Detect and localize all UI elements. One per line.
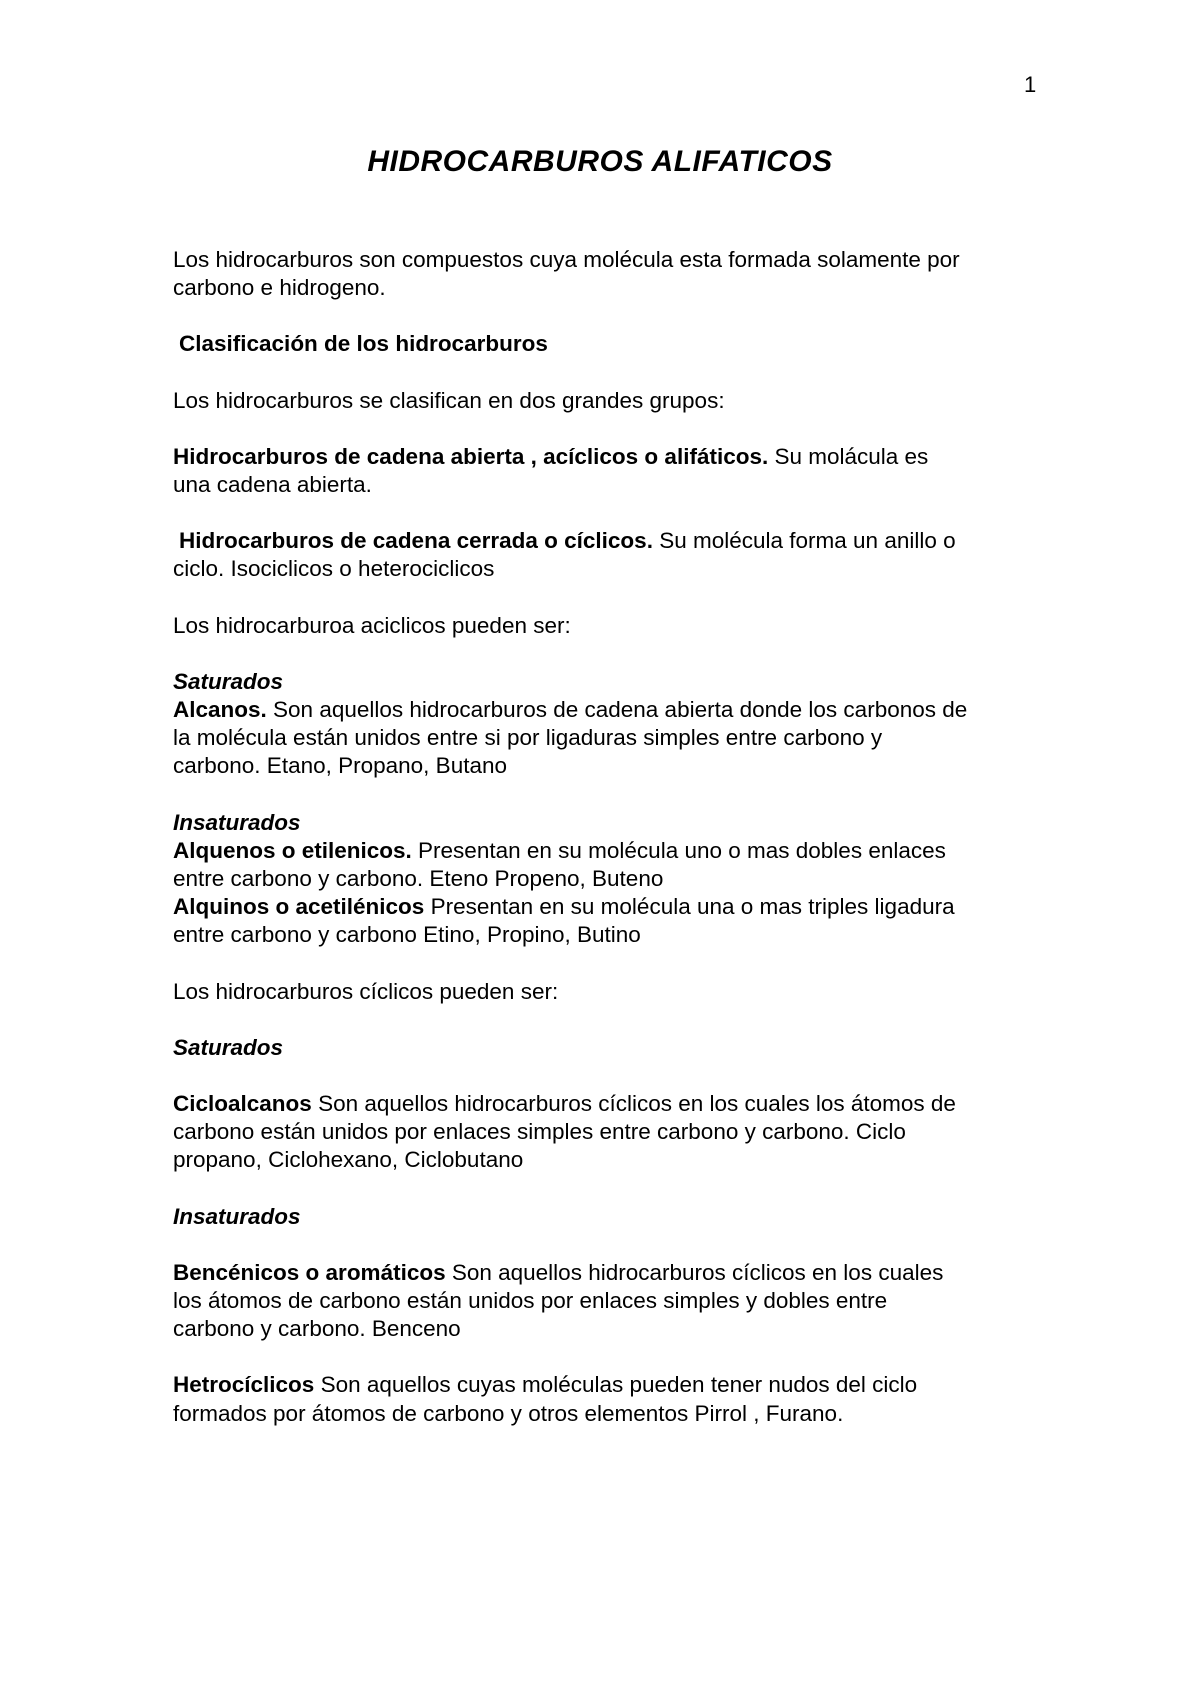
closed-chain-term: Hidrocarburos de cadena cerrada o cíclicos. [179, 528, 653, 554]
alkenes-line-2: entre carbono y carbono. Eteno Propeno, Buteno [173, 866, 664, 892]
alkynes-term: Alquinos o acetilénicos [173, 894, 425, 920]
page-number: 1 [1024, 72, 1037, 97]
page-title: HIDROCARBUROS ALIFATICOS [367, 145, 833, 178]
alkanes-line-1: Son aquellos hidrocarburos de cadena abierta donde los carbonos de [266, 697, 968, 723]
acyclic-intro: Los hidrocarburoa aciclicos pueden ser: [173, 612, 571, 638]
groups-intro: Los hidrocarburos se clasifican en dos grandes grupos: [173, 387, 725, 413]
heterocyclic-line-1: Son aquellos cuyas moléculas pueden tener nudos del ciclo [314, 1372, 918, 1398]
cycloalkanes-line-1: Son aquellos hidrocarburos cíclicos en los cuales los átomos de [311, 1091, 956, 1117]
alkynes-line-2: entre carbono y carbono Etino, Propino, Butino [173, 922, 641, 948]
open-chain-text-1: Su molácula es [768, 443, 929, 469]
aromatic-paragraph [173, 1259, 1043, 1287]
heterocyclic-line-2: formados por átomos de carbono y otros elementos Pirrol , Furano. [173, 1400, 844, 1426]
document-body [173, 246, 1043, 1428]
acyclic-saturated-heading: Saturados [173, 668, 284, 694]
heterocyclic-term: Hetrocíclicos [173, 1372, 315, 1398]
aromatic-line-3: carbono y carbono. Benceno [173, 1316, 461, 1342]
alkanes-paragraph [173, 696, 1043, 724]
closed-chain-text-1: Su molécula forma un anillo o [652, 528, 956, 554]
aromatic-term: Bencénicos o aromáticos [173, 1259, 446, 1285]
classification-heading: Clasificación de los hidrocarburos [179, 331, 548, 357]
open-chain-term: Hidrocarburos de cadena abierta , acíclicos o alifáticos. [173, 443, 769, 469]
cycloalkanes-paragraph [173, 1090, 1043, 1118]
alkynes-line-1: Presentan en su molécula una o mas triples ligadura [424, 894, 955, 920]
closed-chain-text-2: ciclo. Isociclicos o heterociclicos [173, 556, 495, 582]
aromatic-line-1: Son aquellos hidrocarburos cíclicos en los cuales [445, 1259, 944, 1285]
aromatic-line-2: los átomos de carbono están unidos por enlaces simples y dobles entre [173, 1288, 888, 1314]
intro-line-2: carbono e hidrogeno. [173, 275, 386, 301]
cycloalkanes-line-3: propano, Ciclohexano, Ciclobutano [173, 1147, 524, 1173]
closed-chain-paragraph [173, 527, 1043, 555]
cyclic-intro: Los hidrocarburos cíclicos pueden ser: [173, 978, 559, 1004]
cycloalkanes-line-2: carbono están unidos por enlaces simples entre carbono y carbono. Ciclo [173, 1119, 906, 1145]
open-chain-paragraph [173, 443, 1043, 471]
alkenes-paragraph [173, 837, 1043, 865]
alkanes-term: Alcanos. [173, 697, 267, 723]
intro-line-1: Los hidrocarburos son compuestos cuya molécula esta formada solamente por [173, 247, 960, 272]
cyclic-unsaturated-heading: Insaturados [173, 1203, 301, 1229]
cyclic-saturated-heading: Saturados [173, 1034, 284, 1060]
open-chain-text-2: una cadena abierta. [173, 472, 372, 498]
alkenes-term: Alquenos o etilenicos. [173, 837, 412, 863]
alkenes-line-1: Presentan en su molécula uno o mas dobles enlaces [411, 837, 946, 863]
heterocyclic-paragraph [173, 1371, 1043, 1399]
cycloalkanes-term: Cicloalcanos [173, 1091, 312, 1117]
alkynes-paragraph [173, 893, 1043, 921]
alkanes-line-3: carbono. Etano, Propano, Butano [173, 753, 507, 779]
alkanes-line-2: la molécula están unidos entre si por ligaduras simples entre carbono y [173, 725, 883, 751]
acyclic-unsaturated-heading: Insaturados [173, 809, 301, 835]
